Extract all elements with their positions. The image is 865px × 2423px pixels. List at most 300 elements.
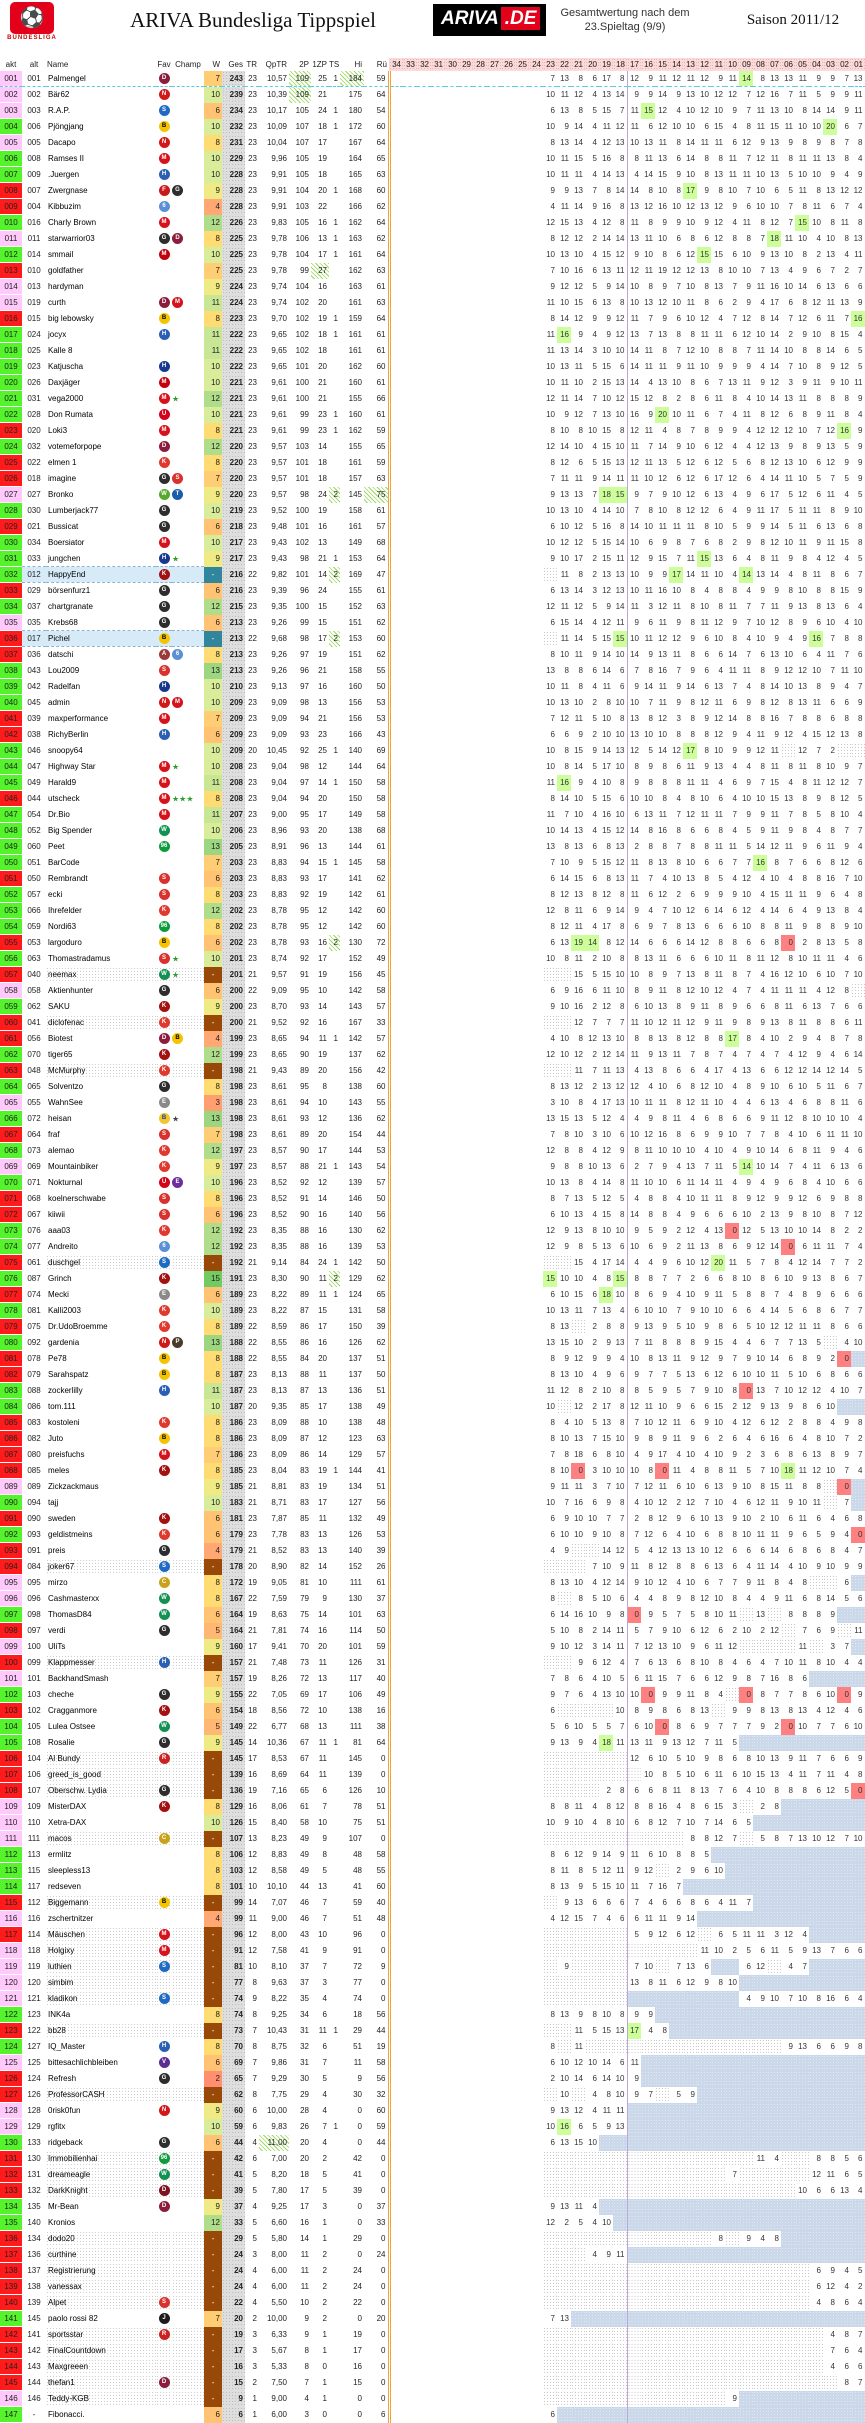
- md-3-score: 8: [830, 570, 835, 579]
- player-name[interactable]: datschi: [48, 650, 74, 660]
- md-17-score: 10: [627, 1351, 641, 1367]
- col-header-md-9[interactable]: 09: [739, 58, 753, 71]
- col-header-TS[interactable]: TS: [329, 60, 340, 69]
- col-header-2P[interactable]: 2P: [299, 60, 309, 69]
- player-name[interactable]: UliTs: [48, 1642, 66, 1651]
- col-header-md-25[interactable]: 25: [515, 58, 529, 71]
- md-2-score: 6: [844, 698, 849, 707]
- col-header-md-29[interactable]: 29: [459, 58, 473, 71]
- quota-cell: 7,87: [271, 1514, 287, 1523]
- md-1-score: 16: [851, 311, 865, 327]
- player-name[interactable]: Charly Brown: [48, 218, 97, 227]
- md-9-score: 10: [742, 1210, 751, 1219]
- md-31-score: [431, 727, 445, 743]
- player-name[interactable]: jocyx: [48, 330, 67, 339]
- player-name[interactable]: Dacapo: [48, 138, 76, 147]
- md-11-score: 12: [714, 202, 723, 211]
- md-24-score: [529, 1207, 543, 1223]
- player-name[interactable]: Don Rumata: [48, 410, 93, 419]
- player-name[interactable]: votemeforpope: [48, 442, 102, 451]
- col-header-md-12[interactable]: 12: [697, 58, 711, 71]
- md-23-score: 11: [546, 346, 555, 355]
- 2p-cell: 98: [300, 698, 309, 707]
- 1zp-cell: 24: [318, 586, 327, 595]
- 1zp-cell: 16: [318, 1226, 327, 1235]
- col-header-md-15[interactable]: 15: [655, 58, 669, 71]
- col-header-md-8[interactable]: 08: [753, 58, 767, 71]
- md-2-score: 8: [844, 394, 849, 403]
- player-name[interactable]: fraf: [48, 1130, 60, 1139]
- player-name[interactable]: Ramses II: [48, 154, 85, 163]
- md-34-score: [389, 1399, 403, 1415]
- player-name[interactable]: jungchen: [48, 553, 81, 563]
- player-name[interactable]: SAKU: [48, 1002, 70, 1011]
- md-3-score: 4: [830, 1050, 835, 1059]
- quota-cell: 9,82: [271, 570, 287, 579]
- md-23-score: 8: [550, 1418, 555, 1427]
- player-name[interactable]: Bär62: [48, 90, 70, 100]
- player-name[interactable]: big lebowsky: [48, 314, 94, 323]
- 2p-cell: 107: [295, 138, 309, 147]
- md-15-score: 9: [662, 538, 667, 547]
- 1zp-cell: 21: [318, 714, 327, 723]
- md-32-score: [417, 167, 431, 183]
- col-header-md-31[interactable]: 31: [431, 58, 445, 71]
- player-name[interactable]: Mountainbiker: [48, 1162, 99, 1171]
- player-name[interactable]: zockerlilly: [48, 1386, 83, 1395]
- md-30-score: [445, 391, 459, 407]
- md-11-score: 11: [714, 698, 723, 707]
- md-31-score: [431, 1031, 445, 1047]
- col-header-md-11[interactable]: 11: [711, 58, 725, 71]
- md-28-score: [473, 1367, 487, 1383]
- total-points: 187: [222, 1367, 245, 1383]
- table-row: [0, 167, 865, 183]
- player-name[interactable]: Pjöngjang: [48, 122, 84, 131]
- md-10-score: 14: [728, 650, 737, 659]
- 2p-cell: 85: [300, 1402, 309, 1411]
- md-14-score: 5: [676, 1322, 681, 1331]
- md-25-score: [515, 1159, 529, 1175]
- col-header-md-33[interactable]: 33: [403, 58, 417, 71]
- player-name[interactable]: Boersiator: [48, 538, 85, 547]
- col-header-md-19[interactable]: 19: [599, 58, 613, 71]
- col-header-md-13[interactable]: 13: [683, 58, 697, 71]
- col-header-QpTR[interactable]: QpTR: [265, 60, 287, 69]
- col-header-Fav[interactable]: Fav: [157, 60, 171, 69]
- player-name[interactable]: gardenia: [48, 1338, 80, 1347]
- player-name[interactable]: Harald9: [48, 778, 77, 787]
- player-name[interactable]: Kibbuzim: [48, 202, 81, 211]
- player-name[interactable]: preis: [48, 1546, 66, 1555]
- player-name[interactable]: Big Spender: [48, 826, 93, 835]
- md-13-score: 13: [686, 1162, 695, 1171]
- md-21-score: 13: [574, 1194, 583, 1203]
- player-name[interactable]: Highway Star: [48, 762, 96, 771]
- player-name[interactable]: Grinch: [48, 1274, 72, 1283]
- md-3-score: [823, 1479, 837, 1495]
- club-icon-dd: D: [159, 73, 170, 84]
- md-8-score: 4: [760, 1594, 765, 1603]
- col-header-Hi[interactable]: Hi: [354, 60, 362, 69]
- 2p-cell: 92: [300, 954, 309, 963]
- md-22-score: 15: [560, 618, 569, 627]
- player-name[interactable]: Katjuscha: [48, 362, 84, 371]
- md-28-score: [473, 1415, 487, 1431]
- col-header-md-30[interactable]: 30: [445, 58, 459, 71]
- md-33-score: [403, 119, 417, 135]
- player-name[interactable]: Ihrefelder: [48, 906, 82, 915]
- md-30-score: [445, 359, 459, 375]
- rank-previous: 077: [27, 1242, 41, 1251]
- player-name[interactable]: goldfather: [48, 266, 84, 275]
- col-header-md-28[interactable]: 28: [473, 58, 487, 71]
- md-27-score: [487, 1351, 501, 1367]
- club-icon-bmg: G: [159, 1081, 170, 1092]
- md-14-score: 8: [676, 426, 681, 435]
- player-name[interactable]: RichyBerlin: [48, 730, 89, 739]
- md-13-score: 14: [686, 938, 695, 947]
- player-name[interactable]: Sarahspatz: [48, 1370, 89, 1379]
- player-name[interactable]: vega2000: [48, 394, 84, 403]
- quota-cell: 8,13: [271, 1386, 287, 1395]
- md-29-score: [459, 439, 473, 455]
- md-1-score: 4: [851, 599, 865, 615]
- player-name[interactable]: Solventzo: [48, 1082, 84, 1091]
- ts-cell: [329, 663, 340, 679]
- md-8-score: 11: [756, 1578, 765, 1587]
- col-header-md-34[interactable]: 34: [389, 58, 403, 71]
- md-5-score: 9: [802, 378, 807, 387]
- player-name[interactable]: Cashmasterxx: [48, 1594, 100, 1603]
- player-name[interactable]: snoopy64: [48, 746, 83, 755]
- player-name[interactable]: kostoleni: [48, 1418, 80, 1427]
- md-10-score: 11: [728, 954, 737, 963]
- rueckrunde-cell: 62: [376, 874, 386, 883]
- player-name[interactable]: R.A.P.: [48, 106, 71, 115]
- player-name[interactable]: HappyEnd: [46, 567, 156, 583]
- col-header-md-32[interactable]: 32: [417, 58, 431, 71]
- md-28-score: [473, 1207, 487, 1223]
- col-header-md-23[interactable]: 23: [543, 58, 557, 71]
- col-header-md-24[interactable]: 24: [529, 58, 543, 71]
- md-33-score: [403, 1287, 417, 1303]
- md-3-score: 10: [826, 1114, 835, 1123]
- player-name[interactable]: alemao: [48, 1146, 75, 1155]
- md-13-score: 8: [690, 1082, 695, 1091]
- md-15-score: 12: [658, 1498, 667, 1507]
- hinrunde-cell: 152: [348, 1562, 362, 1571]
- player-name[interactable]: Dr.Bio: [48, 810, 70, 819]
- player-name[interactable]: largoduro: [48, 938, 82, 947]
- md-24-score: [529, 567, 543, 583]
- fav-club-cell: [156, 215, 172, 231]
- md-28-score: [473, 1351, 487, 1367]
- player-name[interactable]: Peet: [48, 842, 65, 851]
- col-header-Champ[interactable]: Champ: [175, 60, 201, 69]
- player-name[interactable]: Aktienhunter: [48, 986, 93, 995]
- ts-cell: [329, 1383, 340, 1399]
- col-header-md-21[interactable]: 21: [571, 58, 585, 71]
- md-3-score: 11: [826, 298, 835, 307]
- md-13-score: 10: [686, 442, 695, 451]
- md-8-score: 10: [756, 634, 765, 643]
- md-24-score: [529, 631, 543, 647]
- col-header-md-6[interactable]: 06: [781, 58, 795, 71]
- player-name[interactable]: sweden: [48, 1514, 76, 1523]
- md-2-score: 12: [840, 858, 849, 867]
- player-name[interactable]: joker67: [46, 1559, 156, 1575]
- player-name[interactable]: smmail: [48, 250, 74, 259]
- total-points: 172: [222, 1575, 245, 1591]
- md-2-score: 10: [840, 810, 849, 819]
- md-29-score: [459, 551, 473, 567]
- total-points: 203: [222, 855, 245, 871]
- player-name[interactable]: curth: [48, 298, 66, 307]
- md-17-score: 9: [627, 1431, 641, 1447]
- md-2-score: 4: [844, 250, 849, 259]
- player-name[interactable]: Zickzackmaus: [48, 1482, 99, 1491]
- player-name[interactable]: .Juergen: [48, 170, 80, 179]
- md-21-score: 11: [574, 922, 583, 931]
- md-27-score: [487, 903, 501, 919]
- player-name[interactable]: Kalle 8: [48, 346, 73, 355]
- md-9-score: 7: [746, 602, 751, 611]
- quota-cell: 9,26: [271, 618, 287, 627]
- player-name[interactable]: Nordi63: [48, 922, 77, 931]
- rank-current: 087: [0, 1447, 22, 1463]
- player-name[interactable]: koelnerschwabe: [48, 1194, 106, 1203]
- md-7-score: 7: [774, 1386, 779, 1395]
- md-30-score: [445, 983, 459, 999]
- player-name[interactable]: BarCode: [48, 858, 80, 867]
- col-header-md-10[interactable]: 10: [725, 58, 739, 71]
- player-name[interactable]: McMurphy: [46, 1063, 156, 1079]
- player-name[interactable]: Nokturnal: [48, 1178, 83, 1187]
- 2p-cell: 88: [300, 1242, 309, 1251]
- player-name[interactable]: Pichel: [46, 631, 156, 647]
- player-name[interactable]: ThomasD84: [48, 1610, 92, 1619]
- player-name[interactable]: Radelfan: [48, 682, 81, 691]
- md-2-score: 15: [840, 586, 849, 595]
- md-28-score: [473, 1175, 487, 1191]
- player-name[interactable]: mirzo: [48, 1578, 68, 1587]
- md-20-score: 3: [592, 1482, 597, 1491]
- player-name[interactable]: utscheck: [48, 794, 80, 803]
- player-name[interactable]: kiiwii: [48, 1210, 65, 1219]
- md-34-score: [389, 1287, 403, 1303]
- table-row: [0, 343, 865, 359]
- player-name[interactable]: Pe78: [48, 1354, 67, 1363]
- player-name[interactable]: Bussicat: [48, 522, 79, 531]
- md-4-score: 6: [816, 490, 821, 499]
- quota-cell: 9,48: [271, 522, 287, 531]
- player-name[interactable]: Loki3: [48, 426, 68, 435]
- rank-previous: 026: [27, 378, 41, 387]
- table-row: [0, 1351, 865, 1367]
- col-header-Rü[interactable]: Rü: [376, 60, 387, 69]
- col-header-md-2[interactable]: 02: [837, 58, 851, 71]
- club-icon-fck: K: [159, 1465, 170, 1476]
- md-8-score: 11: [756, 954, 765, 963]
- player-name[interactable]: duschgel: [46, 1255, 156, 1271]
- ts-cell: [329, 199, 340, 215]
- player-name[interactable]: Juto: [48, 1434, 64, 1443]
- player-name[interactable]: verdi: [48, 1626, 66, 1635]
- player-name[interactable]: Bronko: [48, 490, 74, 499]
- md-33-score: [403, 1559, 417, 1575]
- md-12-score: 9: [704, 1290, 709, 1299]
- col-header-Name[interactable]: Name: [47, 60, 69, 69]
- player-name[interactable]: Daxjäger: [48, 378, 81, 387]
- md-14-score: 11: [672, 1354, 681, 1363]
- md-8-score: 4: [760, 906, 765, 915]
- md-20-score: 6: [592, 842, 597, 851]
- md-18-score: 6: [620, 1594, 625, 1603]
- md-9-score: 2: [746, 1450, 751, 1459]
- 1zp-cell: 17: [318, 1498, 327, 1507]
- player-name[interactable]: preisfuchs: [48, 1450, 85, 1459]
- md-27-score: [487, 1095, 501, 1111]
- md-25-score: [515, 711, 529, 727]
- player-name[interactable]: chartgranate: [48, 602, 93, 611]
- player-name[interactable]: admin: [48, 698, 70, 707]
- player-name[interactable]: tiger65: [48, 1050, 73, 1059]
- player-name[interactable]: Mecki: [48, 1290, 69, 1299]
- w-cell: 6: [204, 583, 222, 599]
- rank-current: 057: [0, 967, 22, 983]
- player-name[interactable]: maxperformance: [48, 714, 109, 723]
- md-23-score: 6: [550, 586, 555, 595]
- md-24-score: [529, 599, 543, 615]
- player-name[interactable]: Lou2009: [48, 666, 80, 675]
- player-name[interactable]: elmen 1: [48, 458, 77, 467]
- player-name[interactable]: Thomastradamus: [48, 954, 111, 963]
- player-name[interactable]: Kalli2003: [48, 1306, 81, 1315]
- md-30-score: [445, 1047, 459, 1063]
- md-3-score: 8: [830, 858, 835, 867]
- md-28-score: [473, 151, 487, 167]
- col-header-TR[interactable]: TR: [246, 60, 257, 69]
- md-30-score: [445, 647, 459, 663]
- player-name[interactable]: Palmengel: [46, 71, 156, 87]
- col-header-md-4[interactable]: 04: [809, 58, 823, 71]
- md-21-score: 8: [578, 426, 583, 435]
- player-name[interactable]: ecki: [48, 890, 63, 899]
- table-row: [0, 791, 865, 807]
- player-name[interactable]: Lumberjack77: [48, 506, 99, 515]
- player-name[interactable]: tom.111: [48, 1402, 76, 1411]
- md-15-score: 14: [658, 90, 667, 100]
- md-15-score: 10: [658, 1178, 667, 1187]
- player-name[interactable]: hardyman: [48, 282, 84, 291]
- md-26-score: [501, 1591, 515, 1607]
- quota-cell: 9,91: [271, 170, 287, 179]
- player-name[interactable]: geldistmeins: [48, 1530, 93, 1539]
- player-name[interactable]: WahnSee: [48, 1098, 83, 1107]
- player-name[interactable]: Zwergnase: [48, 186, 88, 195]
- md-15-score: 10: [658, 186, 667, 195]
- col-header-md-17[interactable]: 17: [627, 58, 641, 71]
- col-header-Ges[interactable]: Ges: [228, 60, 243, 69]
- md-26-score: [501, 1319, 515, 1335]
- md-16-score: 8: [648, 1274, 653, 1283]
- md-3-score: 8: [830, 506, 835, 515]
- player-name[interactable]: Biotest: [48, 1034, 73, 1043]
- w-cell: 11: [204, 343, 222, 359]
- player-name[interactable]: börsenfurz1: [48, 586, 91, 596]
- player-name[interactable]: diclofenac: [46, 1015, 156, 1031]
- col-header-W[interactable]: W: [212, 60, 220, 69]
- player-name[interactable]: Dr.UdoBroemme: [48, 1322, 108, 1331]
- col-header-md-16[interactable]: 16: [641, 58, 655, 71]
- col-header-md-20[interactable]: 20: [585, 58, 599, 71]
- md-29-score: [459, 1175, 473, 1191]
- col-header-1ZP[interactable]: 1ZP: [312, 60, 327, 69]
- md-1-score: 11: [851, 103, 865, 119]
- player-name[interactable]: Krebs68: [48, 617, 78, 627]
- col-header-akt[interactable]: akt: [5, 60, 17, 69]
- col-header-md-26[interactable]: 26: [501, 58, 515, 71]
- col-header-md-3[interactable]: 03: [823, 58, 837, 71]
- player-name[interactable]: heisan: [48, 1114, 72, 1123]
- md-31-score: [431, 1063, 445, 1079]
- champ-cell: [172, 439, 204, 455]
- col-header-md-27[interactable]: 27: [487, 58, 501, 71]
- md-16-score: 13: [644, 810, 653, 819]
- md-24-score: [529, 1111, 543, 1127]
- player-name[interactable]: starwarrior03: [48, 234, 95, 243]
- col-header-alt[interactable]: alt: [29, 60, 39, 69]
- player-name[interactable]: meles: [48, 1466, 70, 1475]
- md-1-score: 8: [851, 711, 865, 727]
- md-31-score: [431, 1223, 445, 1239]
- md-10-score: 6: [732, 554, 737, 563]
- md-22-score: 8: [564, 1146, 569, 1155]
- hinrunde-cell: 136: [348, 1114, 362, 1123]
- col-header-md-14[interactable]: 14: [669, 58, 683, 71]
- col-header-md-18[interactable]: 18: [613, 58, 627, 71]
- md-15-score: 8: [662, 1210, 667, 1219]
- player-name[interactable]: Andreito: [48, 1242, 78, 1251]
- table-row: [0, 103, 865, 119]
- rueckrunde-cell: 39: [376, 1546, 386, 1555]
- md-26-score: [501, 727, 515, 743]
- md-17-score: 14: [627, 343, 641, 359]
- fav-club-cell: [156, 551, 172, 567]
- col-header-md-22[interactable]: 22: [557, 58, 571, 71]
- tr-cell: 23: [248, 938, 257, 947]
- player-name[interactable]: Rembrandt: [48, 874, 88, 883]
- tr-cell: 19: [248, 1578, 257, 1587]
- md-8-score: 6: [760, 1066, 765, 1075]
- player-name[interactable]: tajj: [48, 1498, 59, 1507]
- col-header-md-5[interactable]: 05: [795, 58, 809, 71]
- md-11-score: 10: [714, 1098, 723, 1107]
- player-name[interactable]: neemax: [46, 967, 156, 983]
- md-25-score: [515, 1191, 529, 1207]
- player-name[interactable]: imagine: [48, 474, 77, 483]
- md-23-score: 9: [550, 554, 555, 563]
- md-5-score: 2: [802, 938, 807, 947]
- player-name[interactable]: aaa03: [48, 1226, 71, 1235]
- col-header-md-7[interactable]: 07: [767, 58, 781, 71]
- total-points: 208: [222, 775, 245, 791]
- md-32-score: [417, 1639, 431, 1655]
- md-6-score: 4: [788, 1562, 793, 1571]
- col-header-md-1[interactable]: 01: [851, 58, 865, 71]
- 2p-cell: 84: [300, 1258, 309, 1267]
